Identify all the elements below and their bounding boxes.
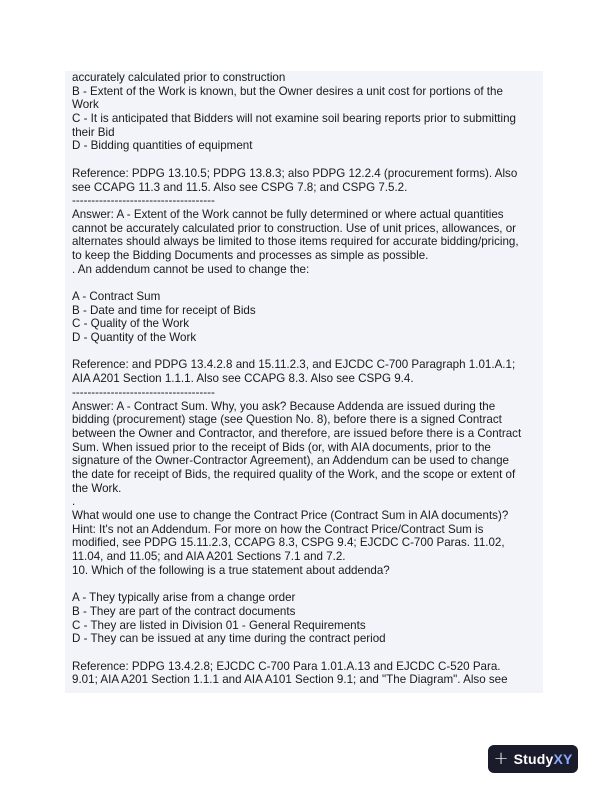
text-line: C - They are listed in Division 01 - General Requirements (72, 618, 366, 632)
text-line: . An addendum cannot be used to change the: (72, 262, 310, 276)
text-line: cannot be accurately calculated prior to construction. Use of unit prices, allowances, or (72, 221, 517, 235)
text-line: A - Contract Sum (72, 290, 161, 303)
text-line: their Bid (72, 125, 115, 139)
text-line: alternates should always be limited to those items required for accurate bidding/pricing, (72, 235, 519, 249)
brand-main: Study (513, 751, 554, 767)
text-line: C - Quality of the Work (72, 317, 190, 331)
text-line: D - Quantity of the Work (72, 331, 197, 345)
text-line: B - Date and time for receipt of Bids (72, 303, 256, 317)
text-line: the date for receipt of Bids, the required quality of the Work, and the scope or extent of (72, 467, 516, 481)
text-line: What would one use to change the Contract Price (Contract Sum in AIA documents)? (72, 509, 509, 522)
text-line: Hint: It's not an Addendum. For more on how the Contract Price/Contract Sum is (72, 522, 484, 536)
document-text-block (65, 71, 543, 693)
text-line: Answer: A - Contract Sum. Why, you ask? Because Addenda are issued during the (72, 399, 496, 413)
text-line: AIA A201 Section 1.1.1. Also see CCAPG 8.3. Also see CSPG 9.4. (72, 372, 414, 386)
text-line (72, 276, 543, 290)
text-line: the Work. (72, 481, 122, 495)
text-line: ------------------------------------- (72, 194, 215, 208)
text-line (72, 646, 543, 660)
text-line: . (72, 495, 76, 509)
studyxy-badge[interactable] (488, 745, 578, 773)
text-line: see CCAPG 11.3 and 11.5. Also see CSPG 7.8; and CSPG 7.5.2. (72, 180, 408, 194)
text-line (72, 153, 543, 167)
text-line: C - It is anticipated that Bidders will not examine soil bearing reports prior to submitting (72, 112, 516, 126)
plus-icon: + (493, 748, 509, 769)
text-line: D - Bidding quantities of equipment (72, 139, 253, 153)
brand-logo (514, 751, 573, 767)
text-line: signature of the Owner-Contractor Agreement), an Addendum can be used to change (72, 454, 509, 468)
text-line: 10. Which of the following is a true statement about addenda? (72, 563, 390, 577)
text-line: Sum. When issued prior to the receipt of Bids (or, with AIA documents, prior to the (72, 440, 491, 454)
text-line: between the Owner and Contractor, and therefore, are issued before there is a Contract (72, 426, 522, 440)
text-line: Reference: PDPG 13.4.2.8; EJCDC C-700 Para 1.01.A.13 and EJCDC C-520 Para. (72, 659, 501, 673)
text-line: ------------------------------------- (72, 385, 215, 399)
text-line: B - They are part of the contract documents (72, 604, 296, 618)
brand-accent: XY (553, 751, 573, 767)
text-line: Work (72, 98, 99, 112)
text-line: D - They can be issued at any time during the contract period (72, 632, 386, 646)
text-line: A - They typically arise from a change order (72, 591, 296, 605)
text-line (72, 577, 543, 591)
text-line (72, 345, 543, 359)
text-line: Answer: A - Extent of the Work cannot be fully determined or where actual quantities (72, 207, 504, 221)
text-line: 9.01; AIA A201 Section 1.1.1 and AIA A101 Section 9.1; and "The Diagram". Also see (72, 673, 508, 687)
text-line: modified, see PDPG 15.11.2.3, CCAPG 8.3, CSPG 9.4; EJCDC C-700 Paras. 11.02, (72, 536, 505, 550)
text-line: accurately calculated prior to construction (72, 71, 286, 84)
text-line: Reference: and PDPG 13.4.2.8 and 15.11.2.3, and EJCDC C-700 Paragraph 1.01.A.1; (72, 358, 516, 372)
text-line: B - Extent of the Work is known, but the Owner desires a unit cost for portions of the (72, 84, 503, 98)
text-line: Reference: PDPG 13.10.5; PDPG 13.8.3; also PDPG 12.2.4 (procurement forms). Also (72, 166, 518, 180)
text-line: bidding (procurement) stage (see Question No. 8), before there is a signed Contract (72, 413, 502, 427)
text-line: to keep the Bidding Documents and processes as simple as possible. (72, 248, 429, 262)
text-line: 11.04, and 11.05; and AIA A201 Sections 7.1 and 7.2. (72, 550, 346, 564)
